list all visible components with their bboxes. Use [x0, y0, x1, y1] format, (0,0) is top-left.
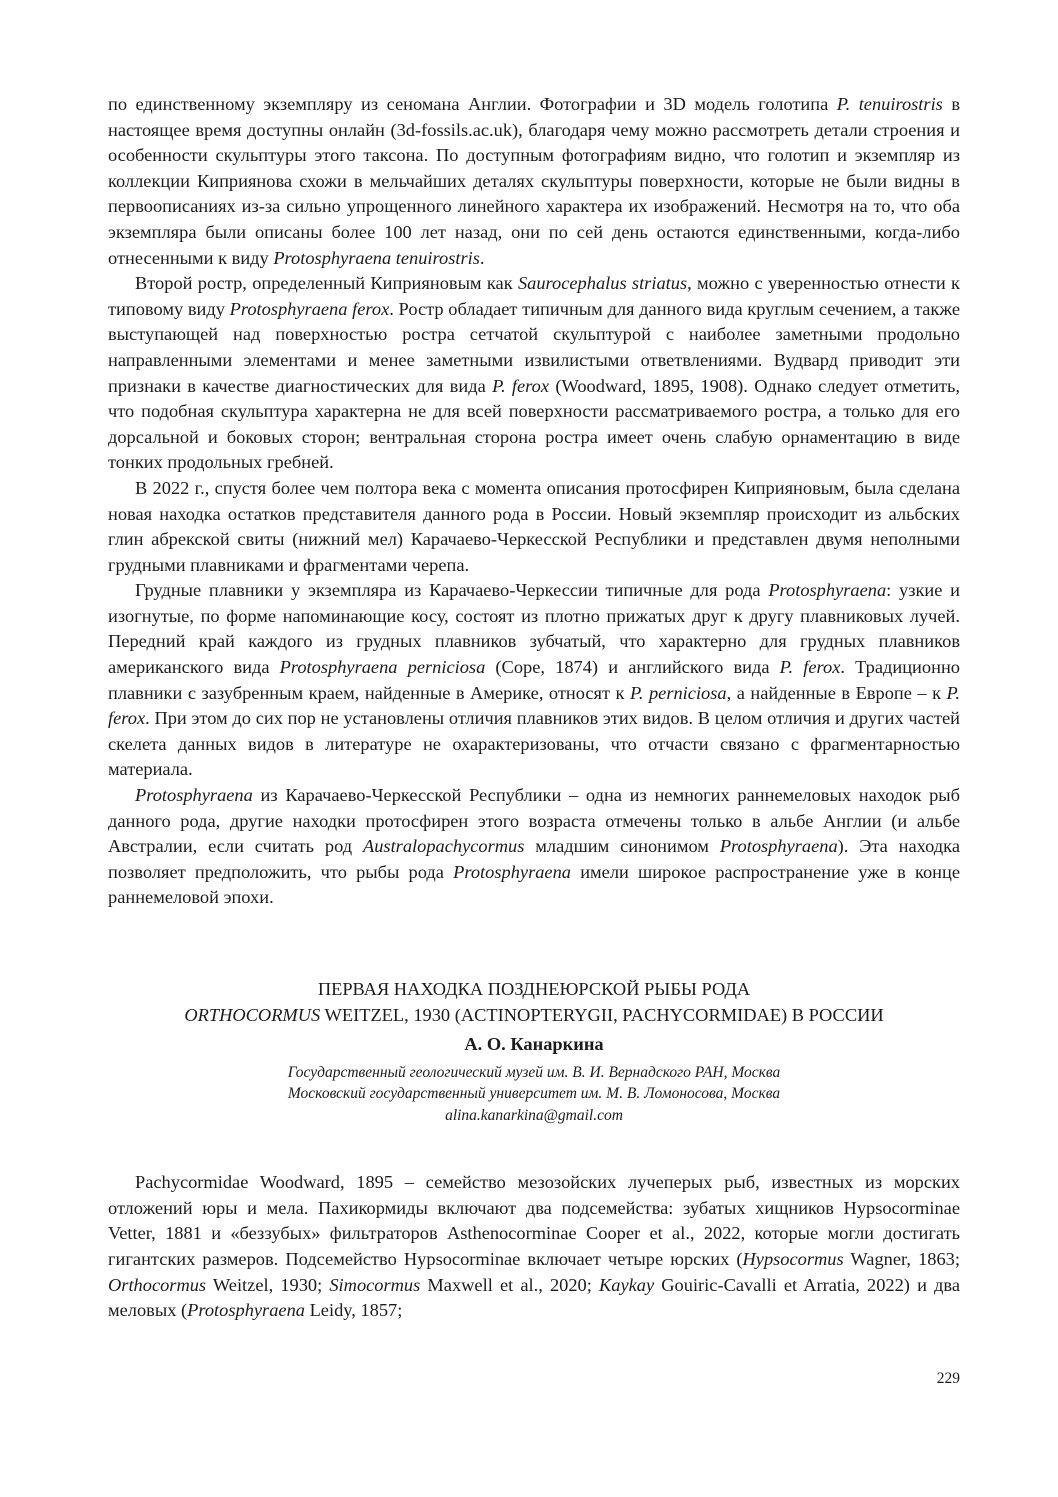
text-run: , можно с уверенностью отнести к типовому виду: [108, 273, 960, 319]
text-run: .: [479, 247, 485, 268]
italic-text: Protosphyraena: [719, 836, 838, 857]
text-run: Грудные плавники у экземпляра из Карачаево-Черкессии типичные для рода: [135, 580, 769, 601]
text-run: Gouiric-Cavalli et Arratia, 2022) и два меловых (: [108, 1274, 961, 1321]
text-run: . Ростр обладает типичным для данного вида круглым сечением, а также выступающей над поверхностью ростра сетчатой скульптурой с наиболее заметными продольно направленными элементами и менее заметными извилистыми ответвлениями. Вудвард приводит эти признаки в качестве диагностических для вида: [108, 298, 960, 396]
text-run: из Карачаево-Черкесской Республики – одна из немногих раннемеловых находок рыб данного рода, другие находки протосфирен этого возраста отмечены только в альбе Англии (и альбе Австралии, если считать род: [108, 785, 960, 857]
paragraph: [108, 578, 960, 783]
paragraph: [108, 1170, 960, 1324]
article-title-rest: WEITZEL, 1930 (ACTINOPTERYGII, PACHYCORMIDAE) В РОССИИ: [320, 1004, 884, 1025]
affiliation-2: Московский государственный университет им. М. В. Ломоносова, Москва: [287, 1085, 781, 1103]
italic-text: Protosphyraena: [187, 1300, 305, 1321]
article-title: [108, 977, 960, 1028]
text-run: Pachycormidae Woodward, 1895 – семейство мезозойских лучеперых рыб, известных из морских отложений юры и мела. Пахикормиды включают два подсемейства: зубатых хищников Hypsocorminae Vetter, 1881 и «беззубых» фильтраторов Asthenocorminae Cooper et al., 2022, которые могли достигать гигантских размеров. Подсемейство Hypsocorminae включает четыре юрских (: [108, 1172, 960, 1270]
italic-text: Protosphyraena ferox: [229, 298, 390, 319]
author-email: alina.kanarkina@gmail.com: [445, 1106, 623, 1124]
article-title-line-2: [108, 1003, 960, 1029]
text-run: Второй ростр, определенный Киприяновым как: [135, 273, 518, 294]
paragraph: [108, 92, 960, 271]
text-run: в настоящее время доступны онлайн (3d-fossils.ac.uk), благодаря чему можно рассмотреть детали строения и особенности скульптуры этого таксона. По доступным фотографиям видно, что голотип и экземпляр из коллекции Киприянова схожи в мельчайших деталях скульптуры поверхности, которые не были видны в первоописаниях из-за сильно упрощенного линейного характера их изображений. Несмотря на то, что оба экземпляра были описаны более 100 лет назад, они по сей день остаются единственными, когда-либо отнесенными к виду: [108, 94, 961, 268]
paragraph: [108, 783, 960, 911]
text-run: по единственному экземпляру из сеномана Англии. Фотографии и 3D модель голотипа: [108, 94, 837, 114]
italic-text: P. tenuirostris: [836, 94, 943, 114]
text-run: Leidy, 1857;: [304, 1300, 403, 1321]
affiliations: [108, 1062, 960, 1127]
italic-text: Protosphyraena tenuirostris: [273, 247, 480, 268]
italic-text: P. ferox: [108, 682, 961, 729]
paragraph: [108, 271, 960, 476]
text-run: младшим синонимом: [524, 836, 720, 857]
affiliation-1: Государственный геологический музей им. В. И. Вернадского РАН, Москва: [287, 1063, 781, 1081]
body-section-1: [108, 92, 960, 911]
text-run: Maxwell et al., 2020;: [420, 1274, 599, 1295]
article-title-genus: ORTHOCORMUS: [184, 1004, 321, 1025]
text-run: , а найденные в Европе – к: [726, 682, 947, 703]
body-section-2: [108, 1170, 960, 1324]
italic-text: Saurocephalus striatus: [517, 273, 688, 294]
paragraph: [108, 476, 960, 578]
text-run: Weitzel, 1930;: [206, 1274, 330, 1295]
italic-text: P. perniciosa: [630, 682, 727, 703]
italic-text: Protosphyraena: [768, 580, 887, 601]
italic-text: Simocormus: [329, 1274, 421, 1295]
text-run: . При этом до сих пор не установлены отличия плавников этих видов. В целом отличия и других частей скелета данных видов в литературе не охарактеризованы, что отчасти связано с фрагментарностью материала.: [108, 708, 960, 780]
text-run: имели широкое распространение уже в конце раннемеловой эпохи.: [108, 861, 960, 908]
italic-text: Protosphyraena: [453, 861, 571, 882]
page-number: 229: [936, 1370, 960, 1387]
italic-text: P. ferox: [492, 375, 549, 396]
italic-text: Protosphyraena: [135, 785, 253, 806]
text-run: : узкие и изогнутые, по форме напоминающие косу, состоят из плотно прижатых друг к другу плавниковых лучей. Передний край каждого из грудных плавников зубчатый, что характерно для грудных плавников американского вида: [108, 580, 960, 678]
text-run: (Cope, 1874) и английского вида: [485, 657, 780, 678]
article-title-line-1: ПЕРВАЯ НАХОДКА ПОЗДНЕЮРСКОЙ РЫБЫ РОДА: [317, 979, 751, 999]
text-run: . Традиционно плавники с зазубренным краем, найденные в Америке, относят к: [108, 657, 960, 703]
author-name: А. О. Канаркина: [464, 1034, 604, 1055]
italic-text: Australopachycormus: [362, 836, 525, 857]
italic-text: P. ferox: [779, 657, 841, 678]
text-run: В 2022 г., спустя более чем полтора века с момента описания протосфирен Киприяновым, была сделана новая находка остатков представителя данного рода в России. Новый экземпляр происходит из альбских глин абрекской свиты (нижний мел) Карачаево-Черкесской Республики и представлен двумя неполными грудными плавниками и фрагментами черепа.: [108, 477, 960, 575]
italic-text: Orthocormus: [108, 1274, 207, 1295]
text-run: Wagner, 1863;: [843, 1249, 960, 1270]
text-run: ). Эта находка позволяет предположить, что рыбы рода: [108, 836, 960, 882]
page-content: [108, 92, 960, 1324]
text-run: (Woodward, 1895, 1908). Однако следует отметить, что подобная скульптура характерна не для всей поверхности рассматриваемого ростра, а только для его дорсальной и боковых сторон; вентральная сторона ростра имеет очень слабую орнаментацию в виде тонких продольных гребней.: [108, 375, 960, 473]
italic-text: Kaykay: [598, 1274, 655, 1295]
italic-text: Hypsocormus: [742, 1249, 844, 1270]
italic-text: Protosphyraena perniciosa: [279, 657, 486, 678]
